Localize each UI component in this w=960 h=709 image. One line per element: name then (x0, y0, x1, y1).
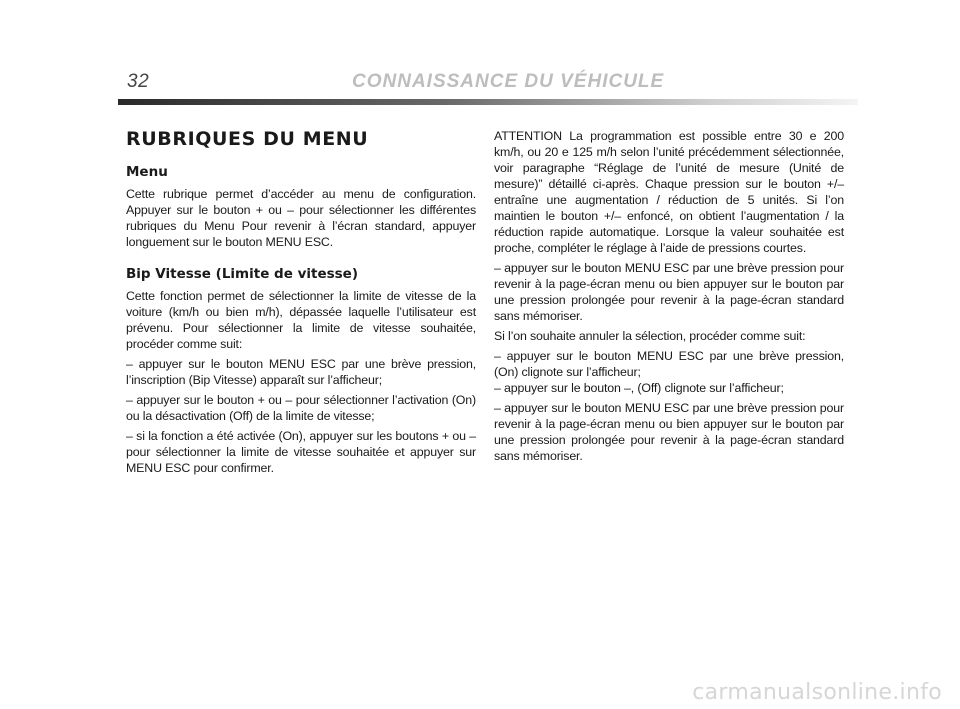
left-column (126, 128, 476, 480)
section-title: CONNAISSANCE DU VÉHICULE (352, 71, 665, 92)
cancel-steps: – appuyer sur le bouton MENU ESC par une brève pression, (On) clignote sur l’afficheur; – appuyer sur le bouton –, (Off) clignote sur l’afficheur; (494, 349, 844, 395)
header-rule (118, 99, 858, 105)
attention-paragraph: ATTENTION La programmation est possible entre 30 e 200 km/h, ou 20 e 125 m/h selon l’unité précédemment sélectionnée, voir paragraphe “Réglage de l’unité de mesure (Unité de mesure)” détaillé ci-après. Chaque pression sur le bouton +/– entraîne une augmentation / réduction de 5 unités. Si l’on maintien le bouton +/– enfoncé, on obtient l’augmentation / la réduction rapide automatique. Lorsque la valeur souhaitée est proche, compléter le réglage à l’aide de pressions courtes. (494, 129, 844, 255)
menu-subheading: Menu (126, 164, 168, 180)
site-watermark: carmanualsonline.info (692, 680, 942, 705)
menu-paragraph: Cette rubrique permet d’accéder au menu de configuration. Appuyer sur le bouton + ou – pour sélectionner les différentes rubriques du Menu Pour revenir à l’écran standard, appuyer longuement sur le bouton MENU ESC. (126, 187, 476, 249)
page-heading: RUBRIQUES DU MENU (126, 128, 369, 150)
speed-step-1: – appuyer sur le bouton MENU ESC par une brève pression, l’inscription (Bip Vitesse) apparaît sur l’afficheur; (126, 357, 476, 387)
speed-step-2: – appuyer sur le bouton + ou – pour sélectionner l’activation (On) ou la désactivation (Off) de la limite de vitesse; (126, 393, 476, 423)
speed-paragraph: Cette fonction permet de sélectionner la limite de vitesse de la voiture (km/h ou bien m/h), dépassée laquelle l’utilisateur est prévenu. Pour sélectionner la limite de vitesse souhaitée, procéder comme suit: (126, 289, 476, 351)
page-header (0, 0, 960, 110)
right-column (494, 128, 844, 468)
final-step: – appuyer sur le bouton MENU ESC par une brève pression pour revenir à la page-écran menu ou bien appuyer sur le bouton par une pression prolongée pour revenir à la page-écran standard sans mémoriser. (494, 401, 844, 463)
confirm-step: – appuyer sur le bouton MENU ESC par une brève pression pour revenir à la page-écran menu ou bien appuyer sur le bouton par une pression prolongée pour revenir à la page-écran standard sans mémoriser. (494, 261, 844, 323)
speed-step-3: – si la fonction a été activée (On), appuyer sur les boutons + ou – pour sélectionner la limite de vitesse souhaitée et appuyer sur MENU ESC pour confirmer. (126, 429, 476, 475)
page-number: 32 (127, 71, 150, 92)
speed-limit-subheading: Bip Vitesse (Limite de vitesse) (126, 266, 359, 282)
cancel-intro: Si l’on souhaite annuler la sélection, procéder comme suit: (494, 329, 806, 343)
